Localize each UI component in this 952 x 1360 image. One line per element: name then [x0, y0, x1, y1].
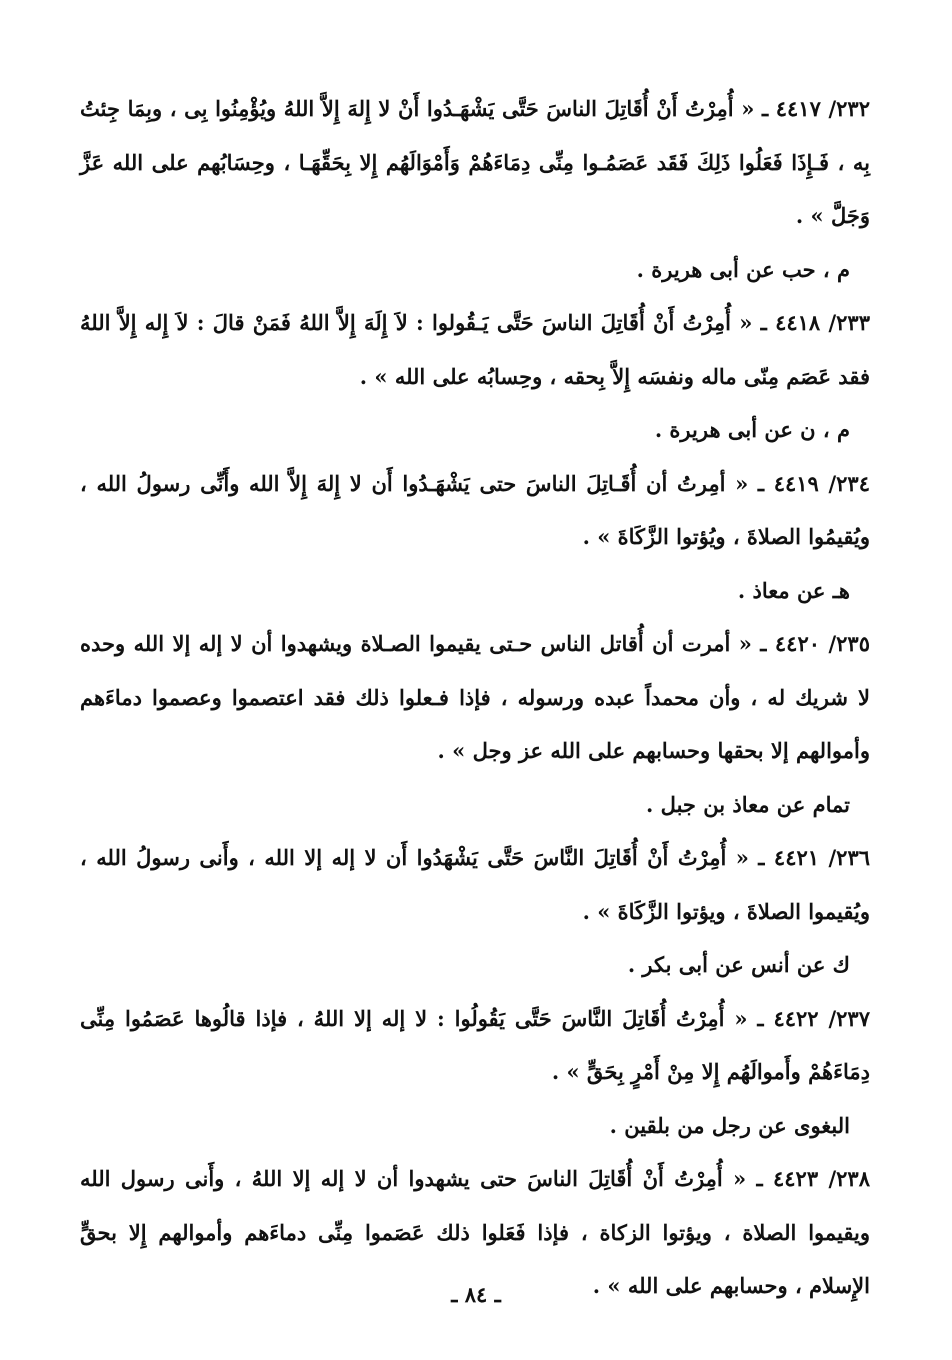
hadith-entry-236: ٢٣٦/ ٤٤٢١ ـ « أُمِرْتُ أَنْ أُقَاتِلَ النَّاسَ حَتَّى يَشْهَدُوا أَن لا إله إلا الله ، وأَنى رسولُ الله ، ويُقيموا الصلاةَ ، ويؤتوا الزَّكَاةَ » . — [80, 845, 871, 924]
hadith-entry-235: ٢٣٥/ ٤٤٢٠ ـ « أمرت أن أُقاتل الناس حـتى يقيموا الصـلاة ويشهدوا أن لا إله إلا الله وحده لا شريك له ، وأن محمداً عبده ورسوله ، فإذا فـعلوا ذلك فقد اعتصموا وعصموا دماءَهم وأموالهم إلا بحقها وحسابهم على الله عز وجل » . — [80, 631, 870, 763]
hadith-entry-238: ٢٣٨/ ٤٤٢٣ ـ « أُمِرْتُ أَنْ أُقَاتِلَ الناسَ حتى يشهدوا أن لا إله إلا اللهُ ، وأَنى رسول الله ويقيموا الصلاة ، ويؤتوا الزكاة ، فإذا فَعَلوا ذلك عَصَموا مِنِّى دماءَهم وأموالهم إِلا بحقٍّ الإِسلام ، وحسابهم على الله » . — [80, 1166, 870, 1298]
hadith-source-234: هـ عن معاذ . — [737, 577, 850, 603]
page-number: ـ ٨٤ ـ — [451, 1282, 501, 1307]
hadith-source-237: البغوى عن رجل من بلقين . — [609, 1112, 850, 1138]
hadith-entry-232: ٢٣٢/ ٤٤١٧ ـ « أُمِرْتُ أَنْ أُقَاتِلَ الناسَ حَتَّى يَشْهَـدُوا أَنْ لا إِلهَ إِلاَّ اللهُ ويُؤْمِنُوا بِى ، وبِمَا جِئتُ بِه ، فَـإِذَا فَعَلُوا ذَلِكَ فَقَد عَصَمُـوا مِنِّى دِمَاءَهُمْ وَأَمْوَالَهُم إِلا بِحَقِّهَـا ، وحِسَابُهم على الله عَزَّ وَجَلَّ » . — [80, 96, 870, 228]
hadith-list — [80, 82, 870, 1313]
hadith-entry-233: ٢٣٣/ ٤٤١٨ ـ « أُمِرْتُ أَنْ أُقَاتِلَ الناسَ حَتَّى يَـقُولوا : لاَ إِلَهَ إِلاَّ اللهُ فَمَنْ قالَ : لاَ إِله إِلاَّ اللهُ فقد عَصَم مِنّى ماله ونفسَه إِلاَّ بِحقه ، وحِسابُه على الله » . — [80, 310, 870, 389]
hadith-entry-234: ٢٣٤/ ٤٤١٩ ـ « أمِرتُ أن أُقَـاتِلَ الناسَ حتى يَشْهَـدُوا أَن لا إِلهَ إِلاَّ الله وأَنِّى رسولُ الله ، ويُقيمُوا الصلاةَ ، ويُؤتوا الزَّكَاةَ » . — [80, 470, 870, 549]
hadith-entry-237: ٢٣٧/ ٤٤٢٢ ـ « أُمِرْتُ أُقَاتِلَ النَّاسَ حَتَّى يَقُولُوا : لا إله إلا اللهُ ، فإذا قالُوها عَصَمُوا مِنِّى دِمَاءَهُمْ وأَموالَهُم إِلا مِنْ أَمْرٍ بِحَقٍّ » . — [80, 1005, 870, 1084]
hadith-source-232: م ، حب عن أبى هريرة . — [636, 256, 850, 282]
hadith-source-235: تمام عن معاذ بن جبل . — [646, 791, 850, 817]
hadith-source-233: م ، ن عن أبى هريرة . — [654, 417, 850, 442]
hadith-source-236: ك عن أنس عن أبى بكر . — [627, 952, 850, 977]
